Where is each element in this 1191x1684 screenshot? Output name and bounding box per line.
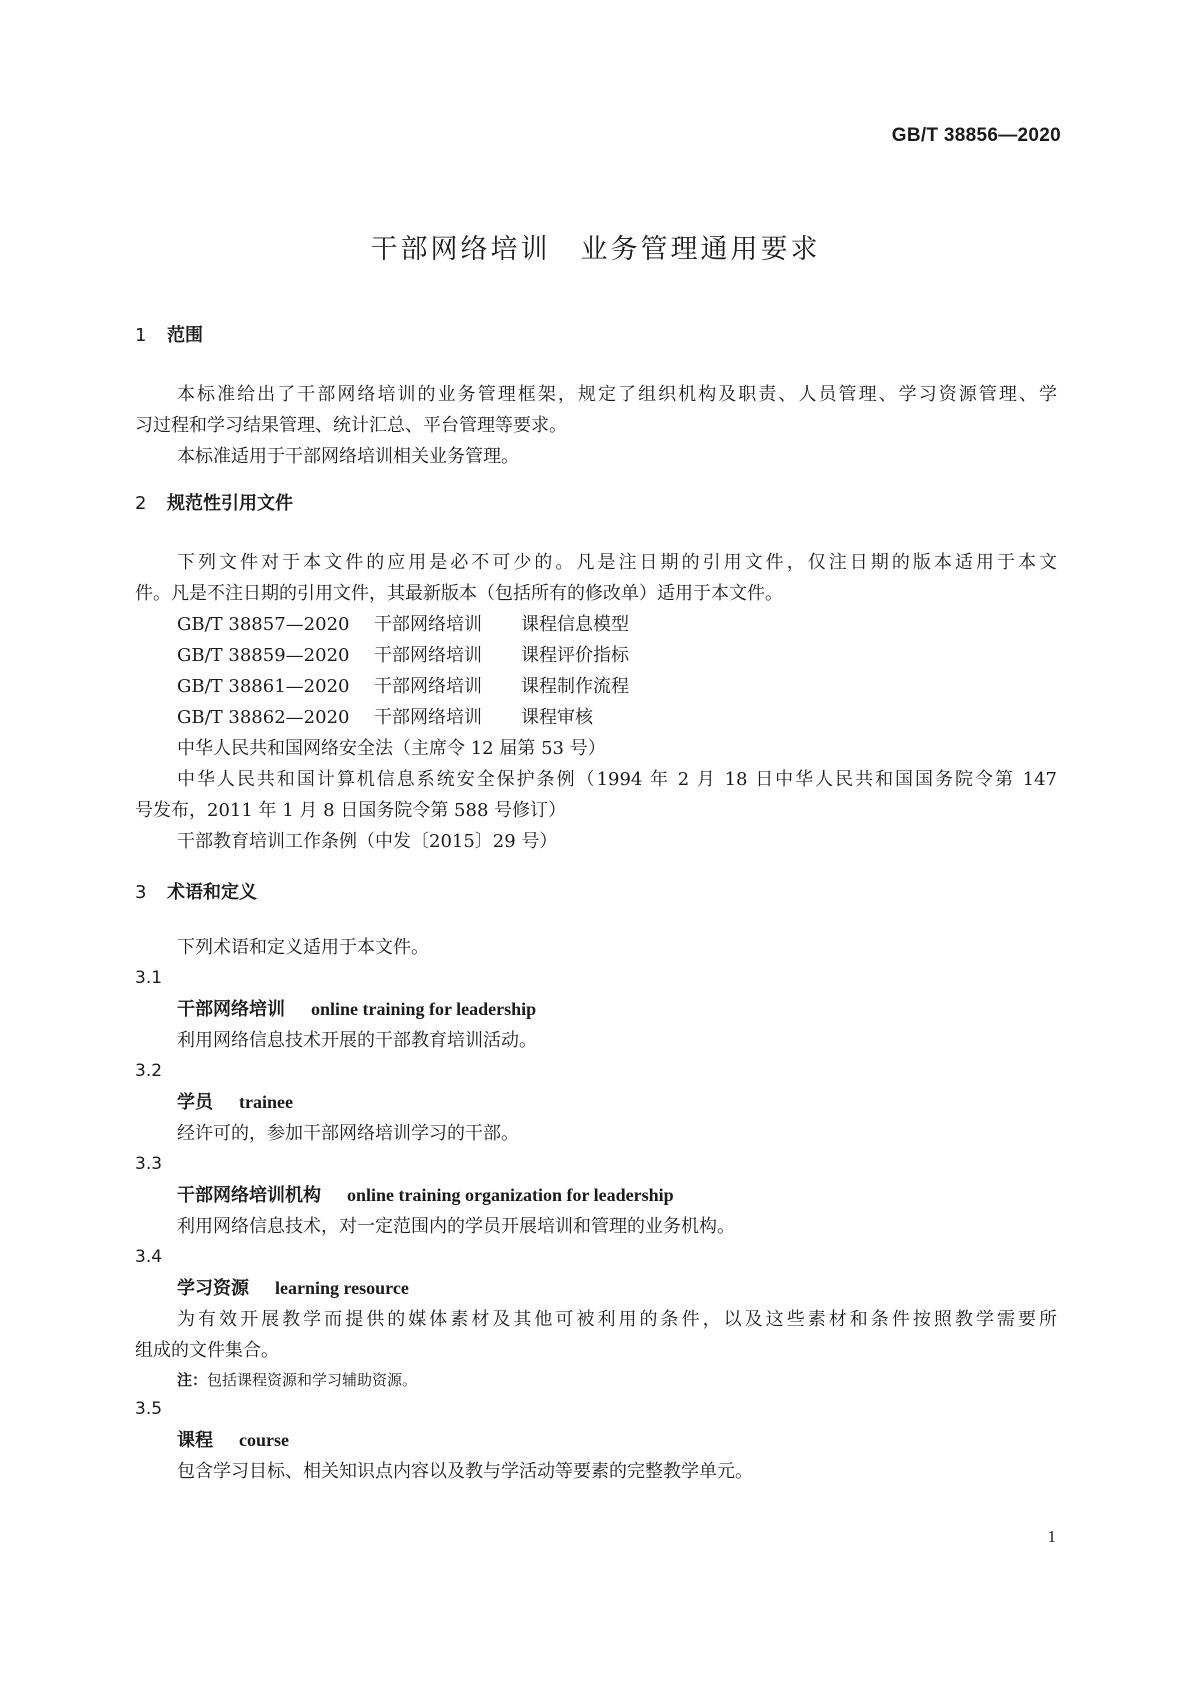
term-heading [135, 1180, 1057, 1211]
section-heading-terms [135, 877, 1057, 908]
section-heading-references [135, 488, 1057, 519]
term-definition-line: 为有效开展教学而提供的媒体素材及其他可被利用的条件，以及这些素材和条件按照教学需要所 [177, 1309, 1057, 1330]
term-number: 3.5 [135, 1399, 163, 1419]
term-english: trainee [239, 1092, 293, 1112]
section-number: 2 [135, 493, 147, 514]
reference-code: GB/T 38859—2020 [177, 645, 350, 666]
section-title: 范围 [167, 325, 203, 346]
term-chinese: 学习资源 [177, 1278, 249, 1299]
term-heading [135, 1273, 1057, 1304]
term-chinese: 课程 [177, 1430, 213, 1451]
reference-title-main: 干部网络培训 [374, 645, 482, 666]
reference-title-sub: 课程制作流程 [521, 676, 629, 697]
reference-title-main: 干部网络培训 [374, 614, 482, 635]
term-number: 3.3 [135, 1154, 163, 1174]
term-english: learning resource [275, 1278, 409, 1298]
term-heading [135, 1087, 1057, 1118]
term-chinese: 干部网络培训机构 [177, 1185, 321, 1206]
page-number: 1 [1047, 1527, 1056, 1546]
note-text: 包括课程资源和学习辅助资源。 [207, 1371, 418, 1389]
term-number: 3.4 [135, 1247, 163, 1267]
reference-title-sub: 课程信息模型 [521, 614, 629, 635]
reference-law: 中华人民共和国网络安全法（主席令 12 届第 53 号） [177, 738, 606, 759]
references-intro-line: 下列文件对于本文件的应用是必不可少的。凡是注日期的引用文件，仅注日期的版本适用于本文 [177, 552, 1057, 573]
terms-intro: 下列术语和定义适用于本文件。 [177, 937, 429, 958]
reference-item [135, 671, 1057, 702]
reference-item [135, 702, 1057, 733]
term-definition: 包含学习目标、相关知识点内容以及教与学活动等要素的完整教学单元。 [177, 1461, 753, 1482]
document-title: 干部网络培训 业务管理通用要求 [370, 234, 821, 265]
term-number: 3.1 [135, 968, 163, 988]
term-definition: 利用网络信息技术，对一定范围内的学员开展培训和管理的业务机构。 [177, 1216, 735, 1237]
term-definition: 经许可的，参加干部网络培训学习的干部。 [177, 1123, 519, 1144]
term-definition-line: 组成的文件集合。 [135, 1340, 279, 1361]
term-chinese: 干部网络培训 [177, 999, 285, 1020]
term-english: course [239, 1430, 289, 1450]
reference-law-line: 号发布，2011 年 1 月 8 日国务院令第 588 号修订） [135, 800, 567, 821]
section-title: 规范性引用文件 [167, 493, 293, 514]
term-note [135, 1366, 1057, 1394]
note-label: 注： [177, 1371, 208, 1389]
reference-title-main: 干部网络培训 [374, 707, 482, 728]
reference-code: GB/T 38862—2020 [177, 707, 350, 728]
section-title: 术语和定义 [167, 882, 257, 903]
scope-paragraph-line: 习过程和学习结果管理、统计汇总、平台管理等要求。 [135, 415, 567, 436]
reference-title-main: 干部网络培训 [374, 676, 482, 697]
document-body [135, 320, 1057, 1487]
term-english: online training organization for leadership [347, 1185, 674, 1205]
term-definition: 利用网络信息技术开展的干部教育培训活动。 [177, 1030, 537, 1051]
reference-item [135, 640, 1057, 671]
section-heading-scope [135, 320, 1057, 351]
scope-paragraph-line: 本标准给出了干部网络培训的业务管理框架，规定了组织机构及职责、人员管理、学习资源管理、学 [177, 384, 1057, 405]
reference-item [135, 609, 1057, 640]
term-english: online training for leadership [311, 999, 537, 1019]
term-heading [135, 994, 1057, 1025]
references-intro-line: 件。凡是不注日期的引用文件，其最新版本（包括所有的修改单）适用于本文件。 [135, 583, 783, 604]
term-number: 3.2 [135, 1061, 163, 1081]
section-number: 3 [135, 882, 147, 903]
reference-law-line: 中华人民共和国计算机信息系统安全保护条例（1994 年 2 月 18 日中华人民共和国国务院令第 147 [177, 769, 1057, 790]
standard-code: GB/T 38856—2020 [891, 125, 1061, 146]
term-heading [135, 1425, 1057, 1456]
section-number: 1 [135, 325, 147, 346]
reference-law: 干部教育培训工作条例（中发〔2015〕29 号） [177, 831, 558, 852]
reference-title-sub: 课程审核 [521, 707, 593, 728]
term-chinese: 学员 [177, 1092, 213, 1113]
reference-title-sub: 课程评价指标 [521, 645, 629, 666]
scope-paragraph: 本标准适用于干部网络培训相关业务管理。 [177, 446, 519, 467]
reference-code: GB/T 38861—2020 [177, 676, 350, 697]
reference-code: GB/T 38857—2020 [177, 614, 350, 635]
